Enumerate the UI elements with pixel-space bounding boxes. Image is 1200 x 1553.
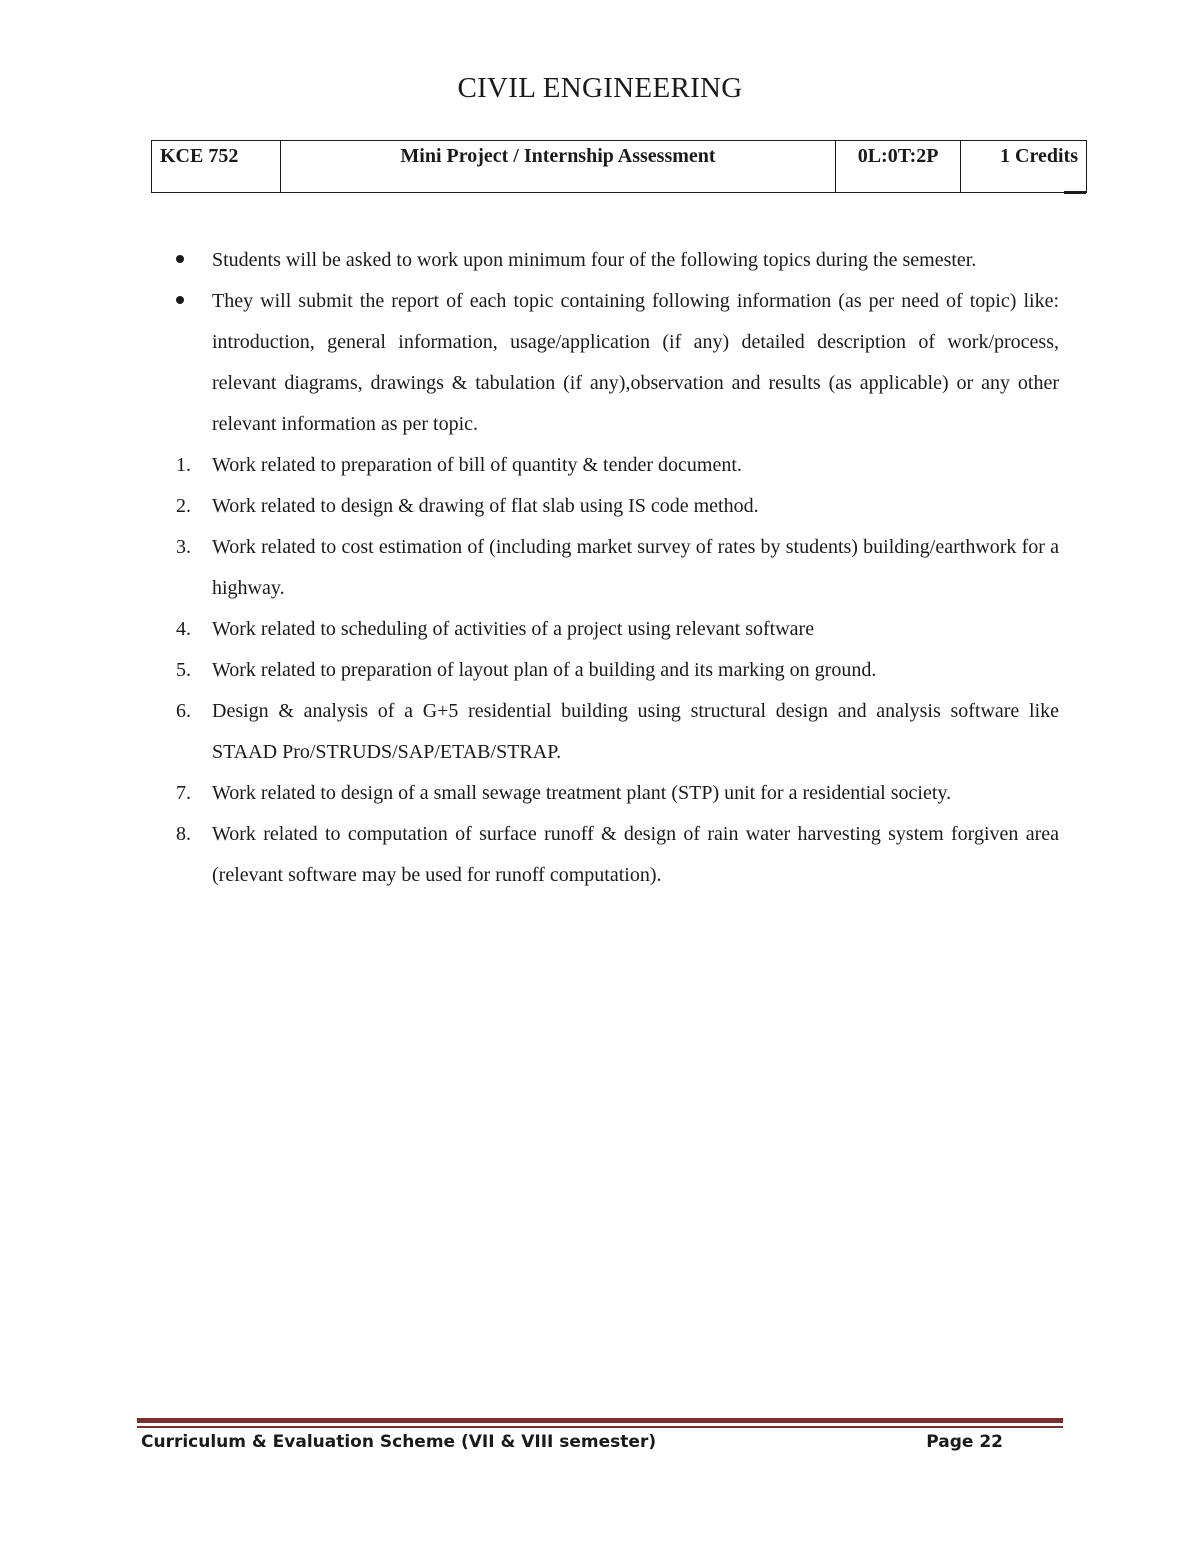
topic-item xyxy=(170,650,1059,691)
topic-item xyxy=(170,773,1059,814)
topic-number: 2. xyxy=(176,495,191,517)
course-credits: 1 Credits xyxy=(1000,145,1078,167)
topic-number: 8. xyxy=(176,823,191,845)
topic-number: 1. xyxy=(176,454,191,476)
footer-rule-secondary xyxy=(137,1426,1063,1428)
course-header-row xyxy=(152,141,1087,193)
footer-rule xyxy=(137,1418,1063,1423)
topic-text: Work related to design & drawing of flat slab using IS code method. xyxy=(212,495,759,517)
page-footer xyxy=(141,1432,1003,1452)
page-title: CIVIL ENGINEERING xyxy=(457,72,743,104)
course-ltp: 0L:0T:2P xyxy=(836,141,961,193)
course-name: Mini Project / Internship Assessment xyxy=(280,141,835,193)
topic-number: 6. xyxy=(176,700,191,722)
topic-number: 4. xyxy=(176,618,191,640)
topic-text: Work related to preparation of layout plan of a building and its marking on ground. xyxy=(212,659,877,681)
topic-item xyxy=(170,527,1059,609)
topic-text: Work related to design of a small sewage treatment plant (STP) unit for a residential society. xyxy=(212,782,952,804)
topic-item xyxy=(170,814,1059,896)
topic-text: Design & analysis of a G+5 residential building using structural design and analysis software like STAAD Pro/STRUDS/SAP/ETAB/STRAP. xyxy=(212,700,1059,763)
bullet-item xyxy=(170,240,1059,281)
topic-text: Work related to scheduling of activities of a project using relevant software xyxy=(212,618,815,640)
topic-item xyxy=(170,486,1059,527)
bullet-dot-icon xyxy=(176,255,184,263)
topic-item xyxy=(170,445,1059,486)
course-credits-cell xyxy=(961,141,1087,193)
topic-number: 3. xyxy=(176,536,191,558)
course-code: KCE 752 xyxy=(152,141,281,193)
topic-item xyxy=(170,691,1059,773)
bullet-marker xyxy=(170,240,204,281)
course-header-table xyxy=(151,140,1087,193)
topic-text: Work related to cost estimation of (including market survey of rates by students) building/earthwork for a highway. xyxy=(212,536,1059,599)
bullet-item xyxy=(170,281,1059,445)
bullet-marker xyxy=(170,281,204,322)
topic-number: 7. xyxy=(176,782,191,804)
cell-corner-mark xyxy=(1064,191,1086,194)
bullet-text: Students will be asked to work upon minimum four of the following topics during the semester. xyxy=(212,249,977,271)
topic-text: Work related to preparation of bill of quantity & tender document. xyxy=(212,454,742,476)
topic-text: Work related to computation of surface runoff & design of rain water harvesting system forgiven area (relevant software may be used for runoff computation). xyxy=(212,823,1059,886)
topic-item xyxy=(170,609,1059,650)
content-list xyxy=(170,240,1059,896)
footer-document-title: Curriculum & Evaluation Scheme (VII & VIII semester) xyxy=(141,1432,657,1452)
bullet-dot-icon xyxy=(176,296,184,304)
topic-number: 5. xyxy=(176,659,191,681)
footer-page-number: Page 22 xyxy=(926,1432,1003,1452)
bullet-text: They will submit the report of each topic containing following information (as per need of topic) like: introduction, general information, usage/application (if any) detailed description of work/process, relevant diagrams, drawings & tabulation (if any),observation and results (as applicable) or any other relevant information as per topic. xyxy=(212,290,1059,435)
